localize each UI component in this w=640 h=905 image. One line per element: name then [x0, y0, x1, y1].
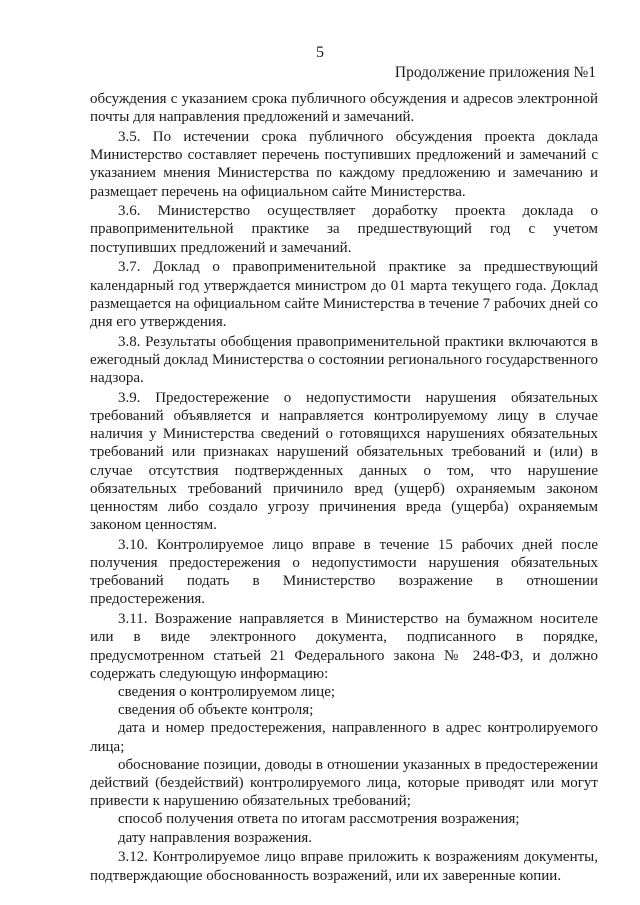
appendix-continuation-label: Продолжение приложения №1 — [394, 64, 596, 81]
list-item: способ получения ответа по итогам рассмотрения возражения; — [118, 811, 520, 828]
paragraph-3-12: 3.12. Контролируемое лицо вправе приложить к возражениям документы, подтверждающие обоснованность возражений, или их заверенные копии. — [90, 849, 598, 884]
paragraph-3-9: 3.9. Предостережение о недопустимости нарушения обязательных требований объявляется и направляется контролируемому лицу в случае наличия у Министерства сведений о готовящихся нарушениях обязательных требований или признаках нарушений обязательных требований и (или) в случае отсутствия подтвержденных данных о том, что нарушение обязательных требований причинило вред (ущерб) охраняемым законом ценностям либо создало угрозу причинения вреда (ущерба) охраняемым законом ценностям. — [90, 389, 598, 534]
paragraph-3-7: 3.7. Доклад о правоприменительной практике за предшествующий календарный год утверждается министром до 01 марта текущего года. Доклад размещается на официальном сайте Министерства в течение 7 рабочих дней со дня его утверждения. — [90, 259, 598, 330]
list-item: дата и номер предостережения, направленного в адрес контролируемого лица; — [90, 720, 598, 755]
page-number: 5 — [316, 44, 324, 61]
paragraph-3-8: 3.8. Результаты обобщения правоприменительной практики включаются в ежегодный доклад Министерства о состоянии регионального государственного надзора. — [90, 333, 598, 387]
list-item: сведения об объекте контроля; — [118, 702, 314, 719]
paragraph-3-5: 3.5. По истечении срока публичного обсуждения проекта доклада Министерство составляет перечень поступивших предложений и замечаний с указанием мнения Министерства по каждому предложению и замечанию и размещает перечень на официальном сайте Министерства. — [90, 128, 598, 200]
list-item: дату направления возражения. — [118, 829, 313, 846]
paragraph-3-10: 3.10. Контролируемое лицо вправе в течение 15 рабочих дней после получения предостережения о недопустимости нарушения обязательных требований подать в Министерство возражение в отношении предостережения. — [90, 536, 598, 608]
paragraph-3-11: 3.11. Возражение направляется в Министерство на бумажном носителе или в виде электронного документа, подписанного в порядке, предусмотренном статьей 21 Федерального закона № 248-ФЗ, и должно содержать следующую информацию: — [90, 611, 598, 682]
list-item: обоснование позиции, доводы в отношении указанных в предостережении действий (бездействий) контролируемого лица, которые приводят или могут привести к нарушению обязательных требований; — [90, 756, 598, 810]
list-item: сведения о контролируемом лице; — [118, 684, 336, 700]
document-body — [90, 90, 598, 885]
paragraph-3-4-tail: обсуждения с указанием срока публичного обсуждения и адресов электронной почты для направления предложений и замечаний. — [90, 91, 598, 126]
paragraph-3-6: 3.6. Министерство осуществляет доработку проекта доклада о правоприменительной практике за предшествующий год с учетом поступивших предложений и замечаний. — [90, 203, 598, 256]
